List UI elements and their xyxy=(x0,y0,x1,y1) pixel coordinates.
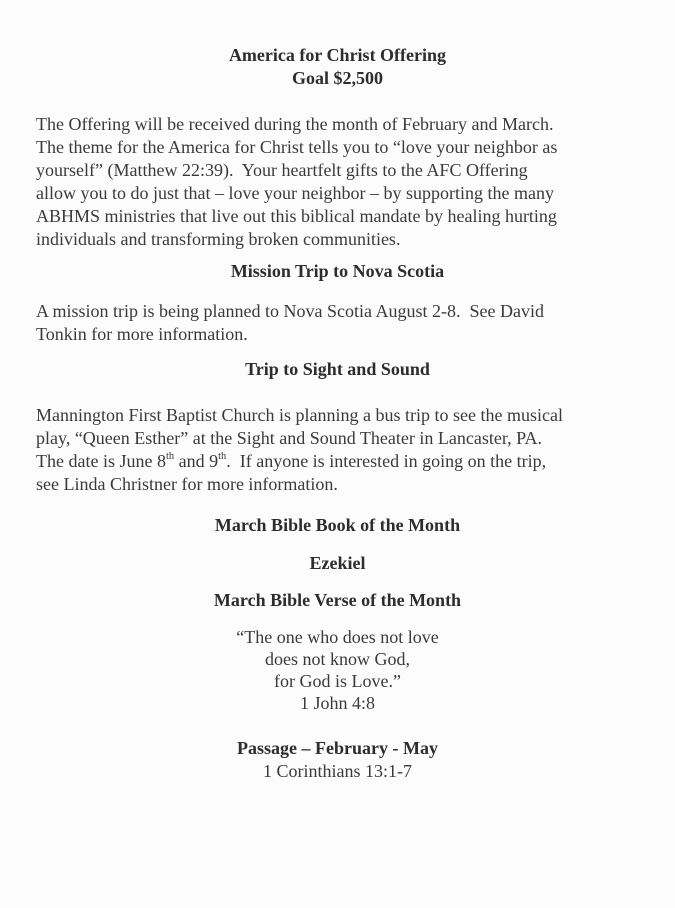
afc-offering-goal: Goal $2,500 xyxy=(291,68,383,88)
bible-book-name: Ezekiel xyxy=(309,553,366,573)
text-segment: The date is June 8 xyxy=(36,451,166,471)
nova-scotia-heading: Mission Trip to Nova Scotia xyxy=(230,261,445,281)
text-line: for God is Love.” xyxy=(274,671,401,691)
text-line: play, “Queen Esther” at the Sight and Sound Theater in Lancaster, PA. xyxy=(36,428,542,448)
bible-verse-text xyxy=(36,626,639,714)
text-line: allow you to do just that – love your neighbor – by supporting the many xyxy=(36,183,554,203)
sight-and-sound-paragraph xyxy=(36,404,639,496)
text-line: Mannington First Baptist Church is planning a bus trip to see the musical xyxy=(36,405,563,425)
text-segment: . If anyone is interested in going on the trip, xyxy=(226,451,547,471)
nova-scotia-paragraph xyxy=(36,300,639,346)
text-line: A mission trip is being planned to Nova Scotia August 2-8. See David xyxy=(36,301,544,321)
passage-heading: Passage – February - May xyxy=(237,738,438,758)
text-line: “The one who does not love xyxy=(236,627,439,647)
sight-and-sound-heading: Trip to Sight and Sound xyxy=(245,359,430,379)
text-line xyxy=(36,450,639,473)
text-line: The theme for the America for Christ tells you to “love your neighbor as xyxy=(36,137,558,157)
text-line: The Offering will be received during the month of February and March. xyxy=(36,114,554,134)
bible-book-heading: March Bible Book of the Month xyxy=(214,515,461,535)
superscript-text: th xyxy=(165,451,175,463)
text-line: individuals and transforming broken communities. xyxy=(36,229,401,249)
bible-verse-heading: March Bible Verse of the Month xyxy=(213,590,462,610)
afc-offering-paragraph xyxy=(36,113,639,251)
text-line: does not know God, xyxy=(265,649,410,669)
passage-reference: 1 Corinthians 13:1-7 xyxy=(263,761,412,781)
text-line: ABHMS ministries that live out this biblical mandate by healing hurting xyxy=(36,206,557,226)
text-line: yourself” (Matthew 22:39). Your heartfelt gifts to the AFC Offering xyxy=(36,160,528,180)
text-line: see Linda Christner for more information. xyxy=(36,474,338,494)
text-line: 1 John 4:8 xyxy=(299,693,375,713)
afc-offering-title: America for Christ Offering xyxy=(228,45,447,65)
text-line: Tonkin for more information. xyxy=(36,324,248,344)
page-content xyxy=(0,44,675,783)
text-segment: and 9 xyxy=(174,451,219,471)
superscript-text: th xyxy=(218,451,227,463)
